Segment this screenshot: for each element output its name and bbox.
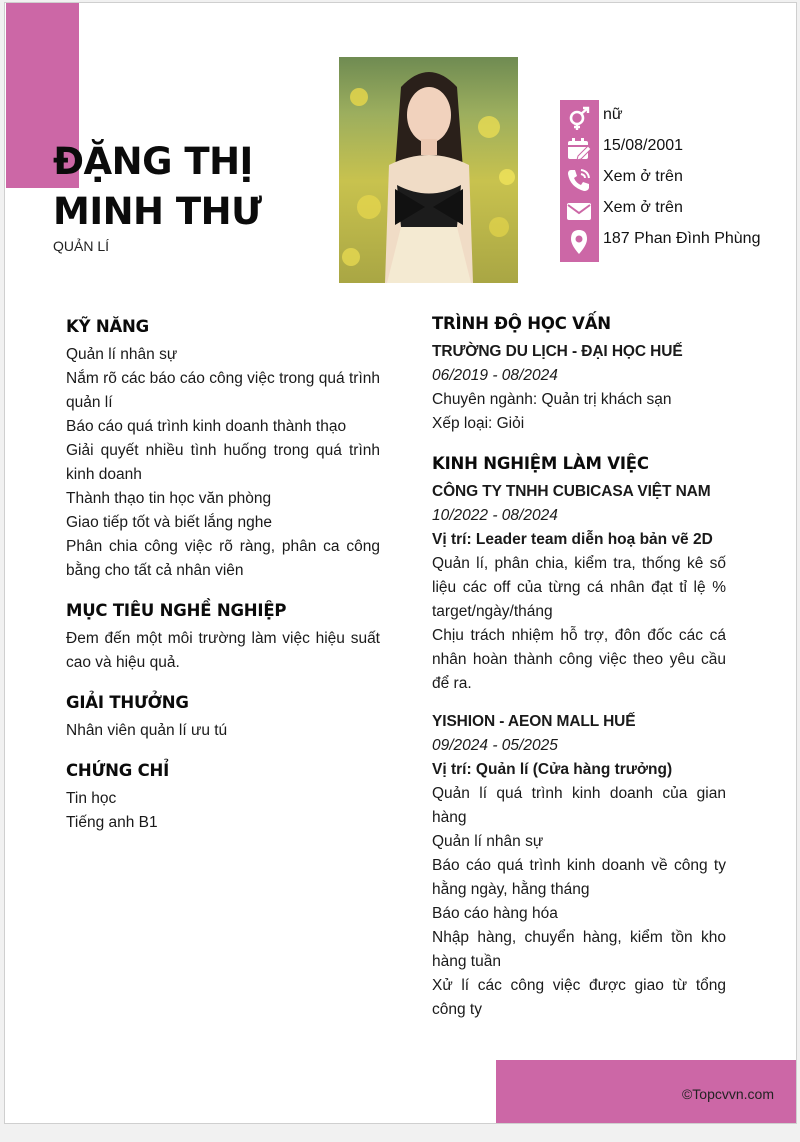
education-title: TRÌNH ĐỘ HỌC VẤN (432, 314, 611, 333)
name-line-1: ĐẶNG THỊ (53, 140, 253, 183)
job-duty: Nhập hàng, chuyển hàng, kiểm tồn kho hàng tuần (432, 929, 726, 970)
job-company: CÔNG TY TNHH CUBICASA VIỆT NAM (432, 483, 711, 500)
job-duty: Chịu trách nhiệm hỗ trợ, đôn đốc các cá nhân hoàn thành công việc theo yêu cầu để ra. (432, 627, 726, 692)
job-company: YISHION - AEON MALL HUẾ (432, 713, 636, 730)
contact-email: Xem ở trên (603, 199, 683, 216)
footer-credit: ©Topcvvn.com (681, 1086, 774, 1102)
job-entry (432, 710, 726, 1022)
job-position: Vị trí: Leader team diễn hoạ bản vẽ 2D (432, 531, 713, 548)
job-duty: Quản lí, phân chia, kiểm tra, thống kê số liệu các off của từng cá nhân đạt tỉ lệ % target/ngày/tháng (432, 555, 726, 620)
calendar-icon (566, 136, 592, 162)
candidate-name (53, 137, 262, 237)
award-item: Nhân viên quản lí ưu tú (66, 722, 228, 739)
gender-icon (566, 105, 592, 131)
objective-text: Đem đến một môi trường làm việc hiệu suất cao và hiệu quả. (66, 630, 380, 671)
skill-item: Phân chia công việc rõ ràng, phân ca công bằng cho tất cả nhân viên (66, 538, 380, 579)
job-duty: Quản lí nhân sự (432, 833, 544, 850)
contact-address: 187 Phan Đình Phùng (603, 230, 761, 247)
certificate-item: Tin học (66, 790, 117, 807)
left-column (66, 315, 380, 851)
awards-title: GIẢI THƯỞNG (66, 693, 189, 712)
phone-icon (566, 167, 592, 193)
school-name: TRƯỜNG DU LỊCH - ĐẠI HỌC HUẾ (432, 343, 683, 360)
experience-section (432, 452, 726, 1022)
location-icon (566, 229, 592, 255)
contact-phone: Xem ở trên (603, 168, 683, 185)
job-duty: Báo cáo quá trình kinh doanh về công ty hằng ngày, hằng tháng (432, 857, 726, 898)
certificates-title: CHỨNG CHỈ (66, 761, 170, 780)
certificates-section (66, 759, 380, 835)
certificate-item: Tiếng anh B1 (66, 814, 158, 831)
objective-section (66, 599, 380, 675)
objective-title: MỤC TIÊU NGHỀ NGHIỆP (66, 601, 287, 620)
education-major: Chuyên ngành: Quản trị khách sạn (432, 391, 672, 408)
job-duty: Xử lí các công việc được giao từ tổng công ty (432, 977, 726, 1018)
job-period: 09/2024 - 05/2025 (432, 737, 558, 754)
skill-item: Giải quyết nhiều tình huống trong quá trình kinh doanh (66, 442, 380, 483)
mail-icon (566, 198, 592, 224)
skills-title: KỸ NĂNG (66, 317, 150, 336)
job-entry (432, 480, 726, 696)
job-duty: Quản lí quá trình kinh doanh của gian hàng (432, 785, 726, 826)
bottom-accent-bar (496, 1060, 796, 1123)
profile-photo (339, 57, 518, 283)
education-grade: Xếp loại: Giỏi (432, 415, 525, 432)
job-position: Vị trí: Quản lí (Cửa hàng trưởng) (432, 761, 673, 778)
contact-icon-strip (560, 100, 599, 262)
job-duty: Báo cáo hàng hóa (432, 905, 558, 922)
education-period: 06/2019 - 08/2024 (432, 367, 558, 384)
contact-gender: nữ (603, 106, 623, 123)
skills-section (66, 315, 380, 583)
experience-title: KINH NGHIỆM LÀM VIỆC (432, 454, 649, 473)
awards-section (66, 691, 380, 743)
skill-item: Báo cáo quá trình kinh doanh thành thạo (66, 418, 347, 435)
right-column (432, 312, 726, 1038)
education-section (432, 312, 726, 436)
job-period: 10/2022 - 08/2024 (432, 507, 558, 524)
job-role: QUẢN LÍ (53, 238, 110, 254)
skill-item: Giao tiếp tốt và biết lắng nghe (66, 514, 272, 531)
name-line-2: MINH THƯ (53, 190, 262, 233)
skill-item: Quản lí nhân sự (66, 346, 178, 363)
cv-page (4, 2, 797, 1124)
skill-item: Nắm rõ các báo cáo công việc trong quá trình quản lí (66, 370, 380, 411)
contact-birthday: 15/08/2001 (603, 137, 684, 154)
skill-item: Thành thạo tin học văn phòng (66, 490, 272, 507)
